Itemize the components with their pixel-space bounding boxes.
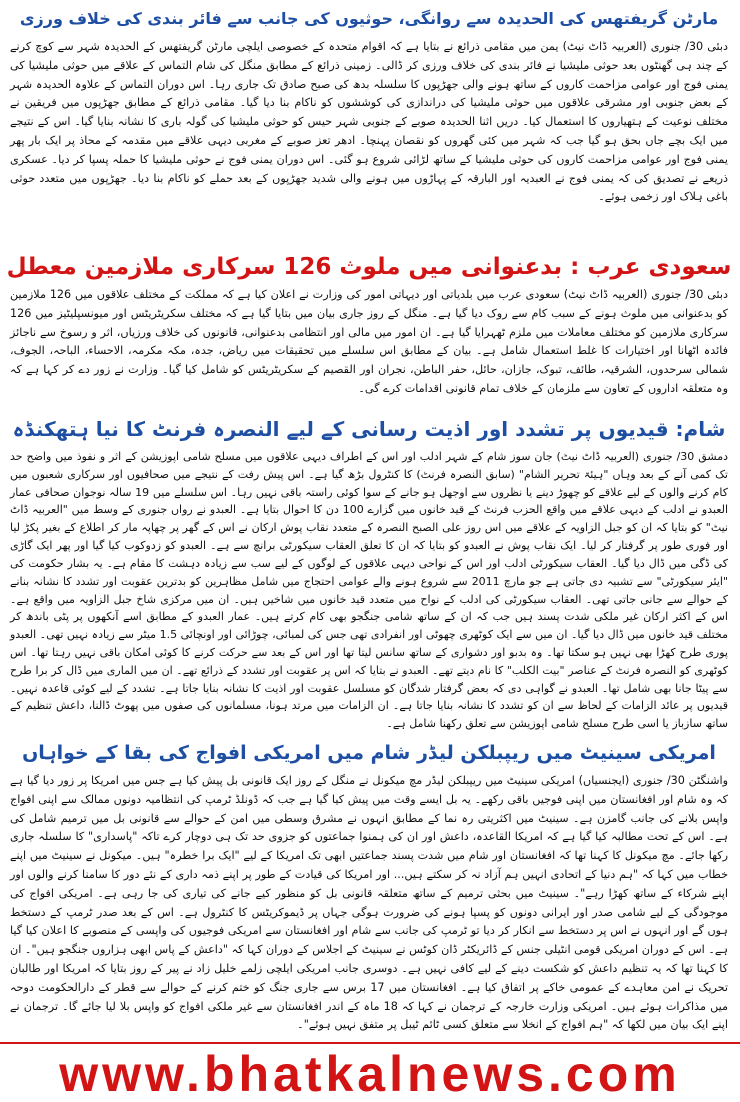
article-1-headline: مارٹن گریفتھس کی الحدیدہ سے روانگی، حوثیوں کی جانب سے فائر بندی کی خلاف ورزی: [19, 9, 719, 28]
article-4-headline: امریکی سینیٹ میں ریپبلکن لیڈر شام میں امریکی افواج کی بقا کے خواہاں: [22, 742, 716, 764]
article-2: [6, 250, 732, 399]
article-1-body: دبئی 30/ جنوری (العربیہ ڈاٹ نیٹ) یمن میں مقامی ذرائع نے بتایا ہے کہ اقوام متحدہ کے خصوصی ایلچی مارٹن گریفتھس کے الحدیدہ شہر سے کوچ کرنے کے چند ہی گھنٹوں بعد حوثی ملیشیا نے فائر بندی کی خلاف ورزی کر ڈالی۔ زمینی ذرائع کے مطابق منگل کی شام التماس کے علاقے میں حوثی ملیشیا کی یمنی فوج اور عوامی مزاحمت کاروں کے ساتھ ہونے والی جھڑپوں کا سلسلہ بدھ کی صبح صادق تک جاری رہا۔ اس دوران التماس کے علاوہ الحدیدہ شہر کے بعض جنوبی اور مشرقی علاقوں میں حوثی ملیشیا کی دراندازی کی کوششوں کو ناکام بنا دیا گیا۔ مقامی ذرائع کے مطابق جھڑپوں میں فریقین نے مختلف نوعیت کے ہتھیاروں کا استعمال کیا۔ دریں اثنا الحدیدہ صوبے کے جنوبی شہر حیس کو حوثی ملیشیا کی گولہ باری کا نشانہ بنایا گیا۔ اس کے نتیجے میں ایک بچے جاں بحق ہو گیا جب کہ شہر میں کئی گھروں کو نقصان پہنچا۔ ادھر تعز صوبے کے مغربی دیہی علاقے میں مقدمہ کے محاذ پر ایک بار پھر یمنی فوج اور عوامی مزاحمت کاروں کی حوثی ملیشیا کے ساتھ لڑائی شروع ہو گئی۔ اس دوران یمنی فوج نے حوثی ملیشیا کا حملہ پسپا کر دیا۔ عسکری ذریعے نے تصدیق کی کہ یمنی فوج نے العبدیہ اور البارقہ کے پہاڑوں میں ہونے والی شدید جھڑپوں کے بعد حملے کو ناکام بنا دیا۔ جھڑپوں میں متعدد حوثی باغی ہلاک اور زخمی ہوئے۔: [10, 40, 728, 204]
article-3-body: دمشق 30/ جنوری (العربیہ ڈاٹ نیٹ) جان سوز شام کے شہر ادلب اور اس کے اطراف دیہی علاقوں میں مسلح شامی اپوزیشن کے اثر و نفوذ میں واضح حد تک کمی آنے کے بعد وہاں "ہیئۃ تحریر الشام" (سابق النصرہ فرنٹ) کا کنٹرول بڑھ گیا ہے۔ اس پیش رفت کے نتیجے میں صحافیوں اور سرکاری شعبوں میں کام کرنے والوں کے لیے علاقے کو چھوڑ دینے یا نظروں سے اوجھل ہو جانے کے سوا کوئی راستہ باقی نہیں رہا۔ اس سلسلے میں 19 سالہ نوجوان صحافی عمار العبدو نے ادلب کے دیہی علاقے میں واقع الحزب فرنٹ کے قید خانوں میں گزارے 100 دن کا احوال بتایا ہے۔ العبدو نے رواں جنوری کے وسط میں "العربیہ ڈاٹ نیٹ" کو بتایا کہ ان کو جبل الزاویہ کے علاقے میں اس روز علی الصبح النصرہ کے متعدد نقاب پوش ارکان نے اس کے گھر پر چھاپہ مار کر اطلاع کے بغیر پکڑ لیا اور فوری طور پر گرفتار کر لیا۔ ایک نقاب پوش نے العبدو کو بتایا کہ ان کا تعلق العقاب سیکورٹی برانچ سے ہے۔ العبدو کو زدوکوب کیا گیا اور پھر ایک گاڑی کی ڈگی میں ڈال دیا گیا۔ العقاب سیکورٹی ادلب اور اس کے نواحی دیہی علاقوں کے لوگوں کے لیے سب سے زیادہ دہشت کا مقام ہے۔ یہ بشار حکومت کی "ایئر سیکورٹی" سے تشبیہ دی جاتی ہے جو مارچ 2011 سے شروع ہونے والے عوامی احتجاج میں شامل مظاہرین کو بدترین عقوبت اور تشدد کا نشانہ بنانے کے حوالے سے جانی جاتی تھی۔ العقاب سیکورٹی کی ادلب کے نواح میں متعدد قید خانوں میں شاخیں ہیں۔ ان میں مرکزی شاخ جبل الزاویہ میں واقع ہے۔ اس کے اکثر ارکان غیر ملکی شدت پسند ہیں جب کہ ان کے ساتھ شامی جنگجو بھی کام کرتے ہیں۔ عمار العبدو کے مطابق اسے آنکھوں پر پٹی باندھ کر مختلف قید خانوں میں ڈال دیا گیا۔ ان میں سے ایک کوٹھری چھوٹی اور انفرادی تھی جس کی لمبائی، چوڑائی اور اونچائی 1.5 میٹر سے زیادہ نہیں تھی۔ العبدو پوری طرح کھڑا بھی نہیں ہو سکتا تھا۔ وہ بدبو اور دشواری کے ساتھ سانس لیتا تھا اور اس کے بعد سے حرکت کرنے کا کوئی امکان باقی نہیں رہتا تھا۔ اس کوٹھری کو النصرہ فرنٹ کے عناصر "بیت الکلب" کا نام دیتے تھے۔ العبدو نے بتایا کہ اس پر عقوبت اور تشدد کے ذرائع تھے۔ ان میں الماری میں ڈال کر برا طرح سے پیٹا جانا بھی شامل تھا۔ العبدو نے گواہی دی کہ بعض گرفتار شدگان کو مسلسل عقوبت اور اذیت کا نشانہ بنایا جاتا ہے۔ تشدد کے لیے کوئی قاعدہ نہیں۔ قیدیوں پر عائد الزامات کے لحاظ سے ان کو تشدد کا نشانہ بنایا جاتا ہے۔ ان الزامات میں مرتد ہونا، مسلمانوں کی صفوں میں پھوٹ ڈالنا، داعش تنظیم کے ساتھ سازباز یا اسی طرح مسلح شامی اپوزیشن سے تعلق رکھنا شامل ہے۔: [10, 450, 728, 731]
article-3: [6, 412, 732, 733]
article-2-body: دبئی 30/ جنوری (العربیہ ڈاٹ نیٹ) سعودی عرب میں بلدیاتی اور دیہاتی امور کی وزارت نے اعلان کیا ہے کہ مملکت کے مختلف علاقوں میں 126 ملازمین کو بدعنوانی میں ملوث ہونے کے سبب کام سے روک دیا گیا ہے۔ منگل کے روز جاری بیان میں بتایا گیا ہے کہ مختلف سکریٹریٹس اور میونسپلیٹیز میں 126 سرکاری ملازمین کو مختلف معاملات میں ملزم ٹھہرایا گیا ہے۔ ان امور میں مالی اور انتظامی بدعنوانی، قانونوں کی خلاف ورزیاں، اثر و رسوخ سے ناجائز فائدہ اٹھانا اور اختیارات کا غلط استعمال شامل ہے۔ بیان کے مطابق اس سلسلے میں تحقیقات میں ریاض، جدہ، مکہ مکرمہ، الاحساء، الباحہ، الجوف، شمالی سرحدوں، الشرقیہ، طائف، تبوک، جازان، حائل، حفر الباطن، نجران اور القصیم کے سکریٹریٹس کو شامل کیا گیا۔ وزارت نے زور دے کر کہا ہے کہ وہ متعلقہ اداروں کے تعاون سے ملزمان کے خلاف تمام قانونی اقدامات کرے گی۔: [10, 288, 728, 395]
article-1: [6, 2, 732, 207]
article-4: [6, 736, 732, 1035]
footer-divider: [0, 1042, 740, 1044]
article-3-headline: شام: قیدیوں پر تشدد اور اذیت رسانی کے لیے النصرہ فرنٹ کا نیا ہتھکنڈہ: [12, 417, 726, 441]
footer-website: www.bhatkalnews.com: [59, 1046, 681, 1102]
article-2-headline: سعودی عرب : بدعنوانی میں ملوث 126 سرکاری ملازمین معطل: [6, 254, 732, 280]
article-4-body: واشنگٹن 30/ جنوری (ایجنسیاں) امریکی سینیٹ میں ریپبلکن لیڈر مچ میکونل نے منگل کے روز ایک قانونی بل پیش کیا ہے جس میں امریکا پر زور دیا گیا ہے کہ وہ شام اور افغانستان میں اپنی فوجیں باقی رکھے۔ یہ بل ایسے وقت میں پیش کیا گیا ہے جب کہ ڈونلڈ ٹرمپ کی انتظامیہ دونوں ممالک سے اپنی افواج واپس بلانے کی جانب گامزن ہے۔ سینیٹ میں اکثریتی رہ نما کے مطابق انہوں نے مشرق وسطی میں امن کے حوالے سے قانونی بل میں ترمیم شامل کی ہے۔ اس کے تحت مطالبہ کیا گیا ہے کہ امریکا القاعدہ، داعش اور ان کی ہمنوا جماعتوں کو جزوی حد تک ہی دوچار کرے تاکہ "پاسداری" کا سلسلہ جاری رکھا جائے۔ مچ میکونل کا کہنا تھا کہ افغانستان اور شام میں شدت پسند جماعتیں ابھی تک امریکا کے لیے "ایک برا خطرہ" ہیں۔ میکونل نے سینیٹ میں اپنے خطاب میں کہا کہ "ہم دنیا کے اتحادی انہیں ہم آزاد نہ کر سکتے ہیں... اور امریکا کی قیادت کے طور پر اپنے ذمہ داری کے نئے دور کا سامنا کرنے والوں اور اپنے شرکاء کے ساتھ کھڑا رہے"۔ سینیٹ میں بحثی ترمیم کے ساتھ متعلقہ قانونی بل کو منظور کیے جانے کی تیاری کی جا رہی ہے۔ امریکی افواج کی موجودگی کے لیے شامی صدر اور ایرانی دونوں کو پسپا ہونے کی ضرورت ہوگی جہاں پر ڈیموکریٹس کا کنٹرول ہے۔ اس کے بعد صدر ٹرمپ کے دستخط ہوں گے اور انہوں نے اس پر دستخط سے انکار کر دیا تو ٹرمپ کی جانب سے شام اور افغانستان سے امریکی فوجیوں کی واپسی کے منصوبے کا اعلان کیا گیا ہے۔ اس کے دوران امریکی قومی انٹیلی جنس کے ڈائریکٹر ڈان کوٹس نے سینیٹ کے اجلاس کے دوران کہا کہ "داعش کے پاس ابھی ہزاروں جنگجو ہیں"۔ ان کا کہنا تھا کہ یہ تنظیم داعش کو شکست دینے کے لیے کافی نہیں ہے۔ دوسری جانب امریکی ایلچی زلمے خلیل زاد نے پیر کے روز بتایا کہ امریکا اور طالبان تحریک نے امن معاہدے کے عمومی خاکے پر اتفاق کیا ہے۔ افغانستان میں 17 برس سے جاری جنگ کو ختم کرنے کے حوالے سے قطر کے دارالحکومت دوحہ میں مذاکرات ہوئے ہیں۔ امریکی وزارت خارجہ کے ترجمان نے کہا کہ 18 ماہ کے اندر افغانستان سے غیر ملکی افواج کو واپس بلا لیا جائے گا۔ ترجمان نے اپنے ایک بیان میں لکھا کہ "ہم افواج کے انخلا سے متعلق کسی ٹائم ٹیبل پر متفق نہیں ہوئے"۔: [10, 774, 728, 1032]
